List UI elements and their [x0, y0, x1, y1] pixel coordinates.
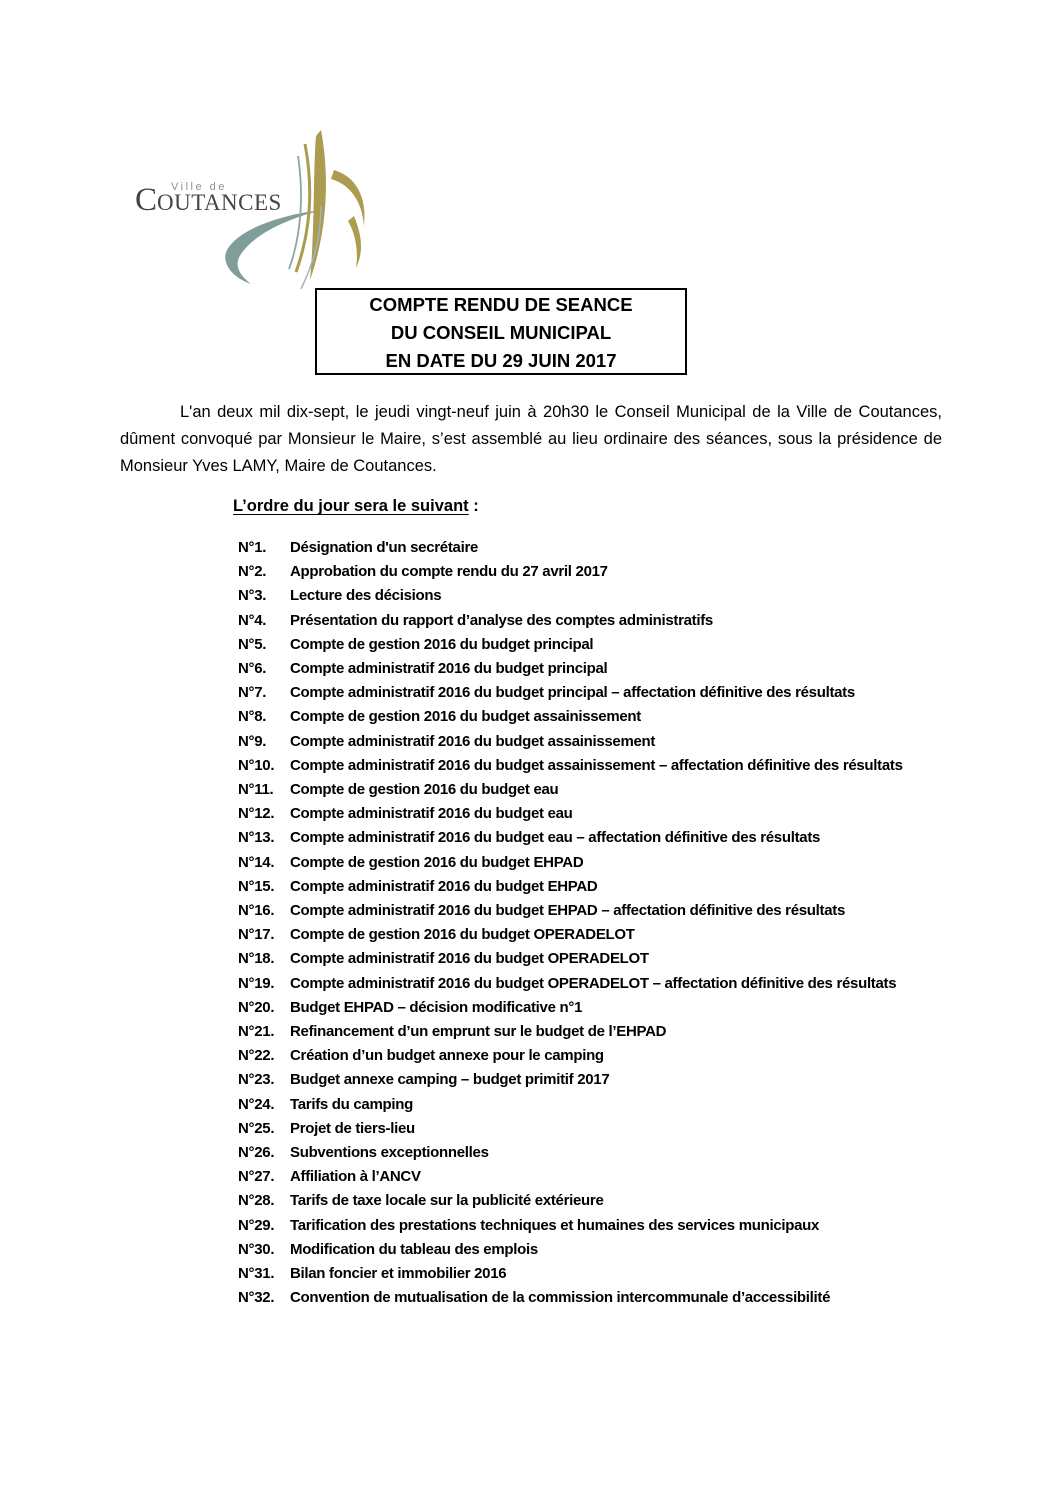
agenda-item-text: Compte de gestion 2016 du budget assainissement — [290, 708, 641, 726]
agenda-item — [238, 1238, 944, 1262]
agenda-item-number: N°12. — [238, 805, 275, 823]
agenda-item-number: N°30. — [238, 1240, 275, 1258]
agenda-item-number: N°11. — [238, 781, 274, 799]
logo-hook-leaf-shape — [331, 170, 365, 226]
logo-wordmark-rest: OUTANCES — [157, 190, 282, 215]
agenda-item — [238, 778, 944, 802]
agenda-item — [238, 996, 944, 1020]
agenda-item-number: N°15. — [238, 877, 275, 895]
agenda-item — [238, 972, 944, 996]
agenda-item — [238, 1141, 944, 1165]
intro-paragraph: L'an deux mil dix-sept, le jeudi vingt-neuf juin à 20h30 le Conseil Municipal de la Ville de Coutances, dûment convoqué par Monsieur le Maire, s’est assemblé au lieu ordinaire des séances, sous la présidence de Monsieur Yves LAMY, Maire de Coutances. — [120, 403, 942, 475]
agenda-item-text: Approbation du compte rendu du 27 avril 2017 — [290, 563, 608, 581]
agenda-item-text: Compte de gestion 2016 du budget eau — [290, 781, 559, 799]
agenda-item-text: Compte de gestion 2016 du budget EHPAD — [290, 853, 584, 871]
agenda-item-number: N°24. — [238, 1095, 275, 1113]
agenda-item-number: N°17. — [238, 926, 275, 944]
agenda-heading-colon: : — [468, 497, 479, 515]
agenda-item-number: N°28. — [238, 1192, 275, 1210]
agenda-item-text: Affiliation à l’ANCV — [290, 1168, 421, 1186]
agenda-item-number: N°4. — [238, 611, 267, 629]
agenda-item-text: Modification du tableau des emplois — [290, 1240, 538, 1258]
agenda-item-number: N°19. — [238, 974, 275, 992]
agenda-item — [238, 730, 944, 754]
agenda-item-number: N°31. — [238, 1265, 275, 1283]
title-line-3: EN DATE DU 29 JUIN 2017 — [385, 350, 617, 371]
agenda-item — [238, 1262, 944, 1286]
agenda-item — [238, 1068, 944, 1092]
agenda-item-number: N°22. — [238, 1047, 275, 1065]
agenda-item-text: Projet de tiers-lieu — [290, 1119, 415, 1137]
agenda-item-number: N°23. — [238, 1071, 275, 1089]
agenda-item — [238, 560, 944, 584]
agenda-item-number: N°27. — [238, 1168, 275, 1186]
agenda-item-number: N°26. — [238, 1144, 275, 1162]
agenda-item — [238, 1044, 944, 1068]
agenda-item-text: Refinancement d’un emprunt sur le budget de l’EHPAD — [290, 1023, 667, 1041]
agenda-item-number: N°18. — [238, 950, 275, 968]
agenda-item — [238, 851, 944, 875]
agenda-item — [238, 633, 944, 657]
agenda-item-number: N°29. — [238, 1216, 275, 1234]
logo-wordmark-initial: C — [135, 182, 158, 218]
agenda-item-number: N°20. — [238, 998, 275, 1016]
agenda-item — [238, 705, 944, 729]
agenda-item-number: N°13. — [238, 829, 275, 847]
agenda-item — [238, 947, 944, 971]
agenda-item — [238, 1189, 944, 1213]
agenda-item-number: N°14. — [238, 853, 275, 871]
agenda-item — [238, 899, 944, 923]
agenda-item — [238, 681, 944, 705]
agenda-item — [238, 1165, 944, 1189]
agenda-item-number: N°2. — [238, 563, 267, 581]
logo-wordmark — [135, 184, 282, 217]
agenda-item-number: N°25. — [238, 1119, 275, 1137]
agenda-item-text: Compte administratif 2016 du budget OPERADELOT – affectation définitive des résultats — [290, 974, 897, 992]
agenda-heading-text: L’ordre du jour sera le suivant — [233, 497, 469, 515]
agenda-item — [238, 657, 944, 681]
agenda-list — [238, 536, 944, 1311]
agenda-item — [238, 754, 944, 778]
title-line-1: COMPTE RENDU DE SEANCE — [369, 294, 633, 315]
agenda-item-text: Bilan foncier et immobilier 2016 — [290, 1265, 507, 1283]
agenda-item-text: Convention de mutualisation de la commission intercommunale d’accessibilité — [290, 1289, 831, 1307]
agenda-item-number: N°5. — [238, 635, 267, 653]
agenda-item-text: Subventions exceptionnelles — [290, 1144, 489, 1162]
agenda-item-text: Tarification des prestations techniques et humaines des services municipaux — [290, 1216, 820, 1234]
agenda-item-text: Compte administratif 2016 du budget principal — [290, 660, 608, 678]
agenda-item-text: Compte administratif 2016 du budget eau — [290, 805, 573, 823]
agenda-item-text: Création d’un budget annexe pour le camping — [290, 1047, 604, 1065]
agenda-item-number: N°8. — [238, 708, 267, 726]
agenda-item-text: Budget annexe camping – budget primitif 2017 — [290, 1071, 610, 1089]
logo-main-spire-shape — [310, 130, 326, 280]
agenda-item-text: Compte administratif 2016 du budget EHPAD — [290, 877, 598, 895]
agenda-item — [238, 1093, 944, 1117]
agenda-item-text: Lecture des décisions — [290, 587, 442, 605]
agenda-item-number: N°3. — [238, 587, 267, 605]
agenda-item-number: N°10. — [238, 756, 275, 774]
agenda-item-number: N°6. — [238, 660, 267, 678]
agenda-item — [238, 1117, 944, 1141]
agenda-item-text: Compte administratif 2016 du budget assainissement — [290, 732, 656, 750]
agenda-item — [238, 1020, 944, 1044]
title-line-2: DU CONSEIL MUNICIPAL — [390, 322, 612, 343]
title-box — [315, 288, 687, 375]
agenda-item-number: N°32. — [238, 1289, 275, 1307]
agenda-item-text: Compte de gestion 2016 du budget OPERADELOT — [290, 926, 635, 944]
agenda-item — [238, 875, 944, 899]
agenda-item-text: Compte administratif 2016 du budget principal – affectation définitive des résultats — [290, 684, 855, 702]
agenda-item-text: Compte administratif 2016 du budget eau – affectation définitive des résultats — [290, 829, 821, 847]
agenda-item-text: Compte administratif 2016 du budget assainissement – affectation définitive des résultats — [290, 756, 903, 774]
agenda-item-text: Désignation d'un secrétaire — [290, 539, 479, 556]
agenda-item-text: Tarifs du camping — [290, 1095, 413, 1113]
agenda-item — [238, 584, 944, 608]
agenda-item-text: Tarifs de taxe locale sur la publicité extérieure — [290, 1192, 604, 1210]
agenda-item-text: Compte de gestion 2016 du budget principal — [290, 635, 594, 653]
agenda-item-text: Budget EHPAD – décision modificative n°1 — [290, 998, 583, 1016]
agenda-item — [238, 536, 944, 560]
agenda-item — [238, 609, 944, 633]
agenda-item-number: N°21. — [238, 1023, 275, 1041]
agenda-item — [238, 826, 944, 850]
agenda-item — [238, 1286, 944, 1310]
agenda-item-text: Présentation du rapport d’analyse des comptes administratifs — [290, 611, 713, 629]
agenda-item-number: N°1. — [238, 539, 267, 556]
agenda-item-text: Compte administratif 2016 du budget OPERADELOT — [290, 950, 649, 968]
agenda-item-number: N°16. — [238, 902, 275, 920]
agenda-item-number: N°9. — [238, 732, 267, 750]
agenda-item-number: N°7. — [238, 684, 267, 702]
agenda-item — [238, 802, 944, 826]
agenda-item — [238, 923, 944, 947]
coutances-logo — [135, 126, 367, 294]
agenda-item — [238, 1214, 944, 1238]
logo-small-text: Ville de — [171, 181, 227, 193]
agenda-item-text: Compte administratif 2016 du budget EHPAD – affectation définitive des résultats — [290, 902, 846, 920]
agenda-heading — [233, 497, 479, 516]
